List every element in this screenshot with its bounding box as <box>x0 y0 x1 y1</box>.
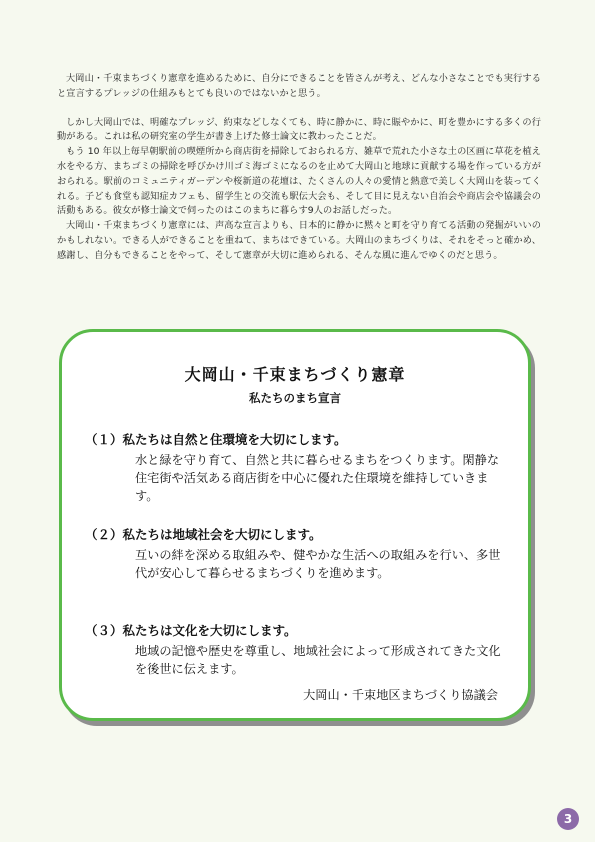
essay-paragraph: もう 10 年以上毎早朝駅前の喫煙所から商店街を掃除しておられる方、雑草で荒れた小さな土の区画に草花を植え水をやる方、まちゴミの掃除を呼びかけ川ゴミ海ゴミになるのを止めて大岡山と地球に貢献する場を作っている方がおられる。駅前のコミュニティガーデンや桜新道の花壇は、たくさんの人々の愛情と熱意で美しく大岡山を装ってくれる。子ども食堂も認知症カフェも、留学生との交流も駅伝大会も、そして目に見えない自治会や商店会や協議会の活動もある。彼女が修士論文で伺ったのはこのまちに暮らす9人のお話しだった。 <box>57 146 541 217</box>
charter-title: 大岡山・千束まちづくり憲章 <box>184 365 406 384</box>
charter-box <box>59 329 531 721</box>
charter-signature: 大岡山・千束地区まちづくり協議会 <box>303 688 498 702</box>
article-text-2: 互いの絆を深める取組みや、健やかな生活への取組みを行い、多世代が安心して暮らせるまちづくりを進めます。 <box>135 548 501 580</box>
page-number-badge: 3 <box>557 808 579 830</box>
article-heading-1: （１）私たちは自然と住環境を大切にします。 <box>85 432 347 447</box>
article-heading-2: （２）私たちは地域社会を大切にします。 <box>85 527 322 542</box>
essay-paragraph: しかし大岡山では、明確なプレッジ、約束などしなくても、時に静かに、時に賑やかに、町を豊かにする多くの行動がある。これは私の研究室の学生が書き上げた修士論文に教わったことだ。 <box>57 116 541 143</box>
article-text-3: 地域の記憶や歴史を尊重し、地域社会によって形成されてきた文化を後世に伝えます。 <box>135 644 501 676</box>
article-text-1: 水と緑を守り育て、自然と共に暮らせるまちをつくります。閑静な住宅街や活気ある商店街を中心に優れた住環境を維持していきます。 <box>135 453 500 503</box>
charter-subtitle: 私たちのまち宣言 <box>249 391 341 405</box>
essay-paragraph: 大岡山・千束まちづくり憲章を進めるために、自分にできることを皆さんが考え、どんな小さなことでも実行すると宣言するプレッジの仕組みもとても良いのではないかと思う。 <box>57 73 541 99</box>
article-heading-3: （３）私たちは文化を大切にします。 <box>85 623 297 638</box>
essay-paragraph: 大岡山・千束まちづくり憲章には、声高な宣言よりも、日本的に静かに黙々と町を守り育てる活動の発掘がいいのかもしれない。できる人ができることを重ねて、まちはできている。大岡山のまちづくりは、それをそっと確かめ、感謝し、自分もできることをやって、そして憲章が大切に進められる、そんな風に進んでゆくのだと思う。 <box>57 220 541 261</box>
essay-text <box>57 72 541 264</box>
